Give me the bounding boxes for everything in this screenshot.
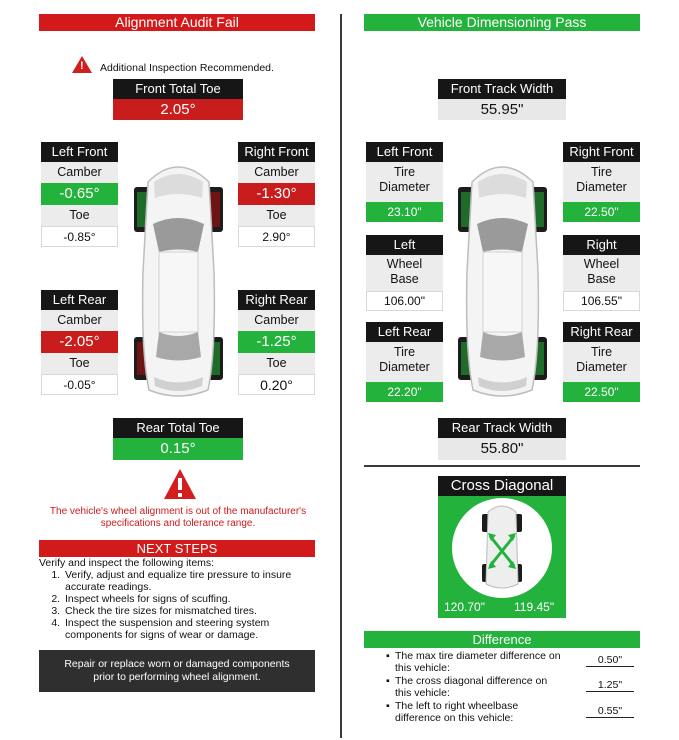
alignment-warning-text: The vehicle's wheel alignment is out of the manufacturer's specifications and tolerance range.: [49, 506, 307, 529]
left-front-camber-label: Camber: [41, 162, 118, 183]
right-front-panel: [238, 142, 315, 247]
left-rear-tire-value: 22.20": [366, 382, 443, 402]
right-rear-camber-value: -1.25°: [238, 331, 315, 353]
right-rear-title: Right Rear: [238, 290, 315, 310]
right-rear-tire-value: 22.50": [563, 382, 640, 402]
warning-icon: !: [72, 56, 92, 74]
bullet: ▪: [386, 675, 390, 687]
right-front-title: Right Front: [238, 142, 315, 162]
wheel-label: Wheel: [386, 257, 423, 271]
alignment-audit-banner: Alignment Audit Fail: [39, 14, 315, 31]
right-rear-panel: [238, 290, 315, 395]
right-front-tire-value: 22.50": [563, 202, 640, 222]
tire-label: Tire: [393, 345, 416, 359]
difference-row-cross: ▪ The cross diagonal difference on this vehicle:: [386, 675, 548, 699]
tire-label: Tire: [393, 165, 416, 179]
front-track-label: Front Track Width: [438, 79, 566, 99]
right-front-tire-panel: [563, 142, 640, 222]
column-divider: [340, 14, 342, 738]
left-front-title: Left Front: [41, 142, 118, 162]
rear-track-label: Rear Track Width: [438, 418, 566, 438]
right-rear-toe-value: 0.20°: [238, 374, 315, 395]
left-wheelbase-title: Left: [366, 235, 443, 255]
right-front-toe-label: Toe: [238, 205, 315, 226]
cross-diagonal-title: Cross Diagonal: [438, 476, 566, 496]
diameter-label: Diameter: [576, 180, 627, 194]
rear-total-toe-label: Rear Total Toe: [113, 418, 243, 438]
right-wheelbase-title: Right: [563, 235, 640, 255]
right-wheelbase-value: 106.55": [563, 291, 640, 311]
left-rear-tire-panel: [366, 322, 443, 402]
cross-diagonal-right-value: 119.45": [514, 600, 555, 614]
tire-label: Tire: [590, 345, 613, 359]
next-step-item: 4. Inspect the suspension and steering system components for signs of wear or damage.: [63, 617, 324, 641]
diameter-label: Diameter: [379, 360, 430, 374]
left-front-tire-title: Left Front: [366, 142, 443, 162]
right-rear-tire-title: Right Rear: [563, 322, 640, 342]
left-rear-toe-label: Toe: [41, 353, 118, 374]
bullet: ▪: [386, 650, 390, 662]
wheel-label: Wheel: [583, 257, 620, 271]
inspection-note: Additional Inspection Recommended.: [100, 62, 274, 74]
left-front-panel: [41, 142, 118, 247]
next-steps-banner: NEXT STEPS: [39, 540, 315, 557]
diameter-label: Diameter: [576, 360, 627, 374]
left-front-camber-value: -0.65°: [41, 183, 118, 205]
difference-banner: Difference: [364, 631, 640, 648]
right-front-toe-value: 2.90°: [238, 226, 315, 247]
cross-diagonal-panel: [438, 496, 566, 618]
left-wheelbase-value: 106.00": [366, 291, 443, 311]
next-steps-intro: Verify and inspect the following items:: [39, 557, 215, 569]
left-front-tire-value: 23.10": [366, 202, 443, 222]
base-label: Base: [587, 272, 616, 286]
right-front-camber-value: -1.30°: [238, 183, 315, 205]
alignment-warning-icon: [163, 468, 197, 505]
left-front-tire-panel: [366, 142, 443, 222]
difference-tire-value: 0.50": [586, 654, 634, 667]
next-step-item: 1. Verify, adjust and equalize tire pressure to insure accurate readings.: [63, 569, 324, 593]
right-wheelbase-panel: [563, 235, 640, 311]
left-rear-tire-title: Left Rear: [366, 322, 443, 342]
next-step-item: 2. Inspect wheels for signs of scuffing.: [63, 593, 324, 605]
difference-cross-value: 1.25": [586, 679, 634, 692]
difference-row-tire: ▪ The max tire diameter difference on this vehicle:: [386, 650, 561, 674]
front-total-toe-label: Front Total Toe: [113, 79, 243, 99]
repair-notice: Repair or replace worn or damaged components prior to performing wheel alignment.: [39, 650, 315, 692]
left-rear-camber-label: Camber: [41, 310, 118, 331]
section-divider: [364, 465, 640, 467]
left-rear-title: Left Rear: [41, 290, 118, 310]
left-rear-camber-value: -2.05°: [41, 331, 118, 353]
right-rear-toe-label: Toe: [238, 353, 315, 374]
rear-total-toe-value: 0.15°: [113, 438, 243, 460]
diameter-label: Diameter: [379, 180, 430, 194]
vehicle-dimensioning-banner: Vehicle Dimensioning Pass: [364, 14, 640, 31]
tire-label: Tire: [590, 165, 613, 179]
next-steps-list: [39, 557, 324, 641]
difference-wheelbase-value: 0.55": [586, 705, 634, 718]
cross-diagonal-left-value: 120.70": [444, 600, 485, 614]
right-rear-camber-label: Camber: [238, 310, 315, 331]
right-front-camber-label: Camber: [238, 162, 315, 183]
difference-row-wheelbase: ▪ The left to right wheelbase difference on this vehicle:: [386, 700, 519, 724]
next-step-item: 3. Check the tire sizes for mismatched tires.: [63, 605, 324, 617]
car-topview-dimensioning: [450, 152, 555, 402]
left-front-toe-value: -0.85°: [41, 226, 118, 247]
car-topview-alignment: [126, 152, 231, 402]
rear-track-value: 55.80": [438, 438, 566, 460]
right-rear-tire-panel: [563, 322, 640, 402]
left-front-toe-label: Toe: [41, 205, 118, 226]
left-rear-panel: [41, 290, 118, 395]
front-track-value: 55.95": [438, 99, 566, 120]
base-label: Base: [390, 272, 419, 286]
bullet: ▪: [386, 700, 390, 712]
left-wheelbase-panel: [366, 235, 443, 311]
left-rear-toe-value: -0.05°: [41, 374, 118, 395]
front-total-toe-value: 2.05°: [113, 99, 243, 120]
right-front-tire-title: Right Front: [563, 142, 640, 162]
